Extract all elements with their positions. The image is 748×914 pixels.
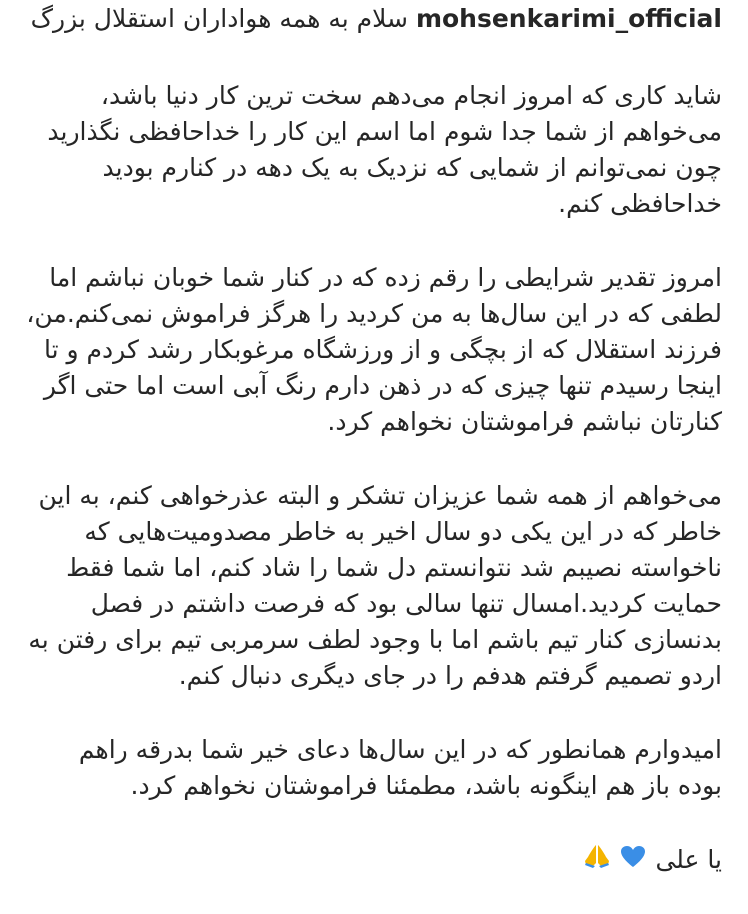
username-link[interactable]: mohsenkarimi_official — [415, 4, 722, 33]
caption-line: حمایت کردید.امسال تنها سالی بود که فرصت داشتم در فصل — [90, 589, 722, 618]
caption-header — [26, 0, 722, 38]
post-caption — [26, 0, 722, 879]
caption-line: اینجا رسیدم تنها چیزی که در ذهن دارم رنگ آبی است اما حتی اگر — [43, 371, 722, 400]
caption-line: خداحافظی کنم. — [558, 189, 722, 218]
signoff-line — [26, 842, 722, 879]
caption-line: می‌خواهم از همه شما عزیزان تشکر و البته عذرخواهی کنم، به این — [38, 481, 722, 510]
caption-line: می‌خواهم از شما جدا شوم اما اسم این کار را خداحافظی نگذارید — [47, 117, 722, 146]
caption-line: ناخواسته نصیبم شد نتوانستم دل شما را شاد کنم، اما شما فقط — [66, 553, 722, 582]
caption-line: چون نمی‌توانم از شمایی که نزدیک به یک دهه در کنارم بودید — [102, 153, 722, 182]
caption-line: بوده باز هم اینگونه باشد، مطمئنا فراموشتان نخواهم کرد. — [130, 771, 722, 800]
blue-heart-icon — [620, 843, 646, 879]
caption-line: بدنسازی کنار تیم باشم اما با وجود لطف سرمربی تیم برای رفتن به — [28, 625, 722, 654]
caption-line: خاطر که در این یکی دو سال اخیر به خاطر مصدومیت‌هایی که — [84, 517, 722, 546]
caption-line: کنارتان نباشم فراموشتان نخواهم کرد. — [327, 407, 722, 436]
greeting-text: سلام به همه هواداران استقلال بزرگ — [30, 4, 408, 33]
caption-paragraph-2 — [26, 260, 722, 440]
caption-line: لطفی که در این سال‌ها به من کردید را هرگز فراموش نمی‌کنم.من، — [26, 299, 722, 328]
caption-line: امروز تقدیر شرایطی را رقم زده که در کنار شما خوبان نباشم اما — [49, 263, 722, 292]
caption-line: اردو تصمیم گرفتم هدفم را در جای دیگری دنبال کنم. — [178, 661, 722, 690]
signoff-text: یا علی — [655, 845, 722, 874]
caption-paragraph-1 — [26, 78, 722, 222]
caption-line: شاید کاری که امروز انجام می‌دهم سخت ترین کار دنیا باشد، — [100, 81, 722, 110]
caption-line: امیدوارم همانطور که در این سال‌ها دعای خیر شما بدرقه راهم — [78, 735, 722, 764]
caption-paragraph-3 — [26, 478, 722, 694]
caption-paragraph-4 — [26, 732, 722, 804]
praying-hands-icon — [583, 843, 611, 879]
caption-line: فرزند استقلال که از بچگی و از ورزشگاه مرغوبکار رشد کردم و تا — [44, 335, 722, 364]
